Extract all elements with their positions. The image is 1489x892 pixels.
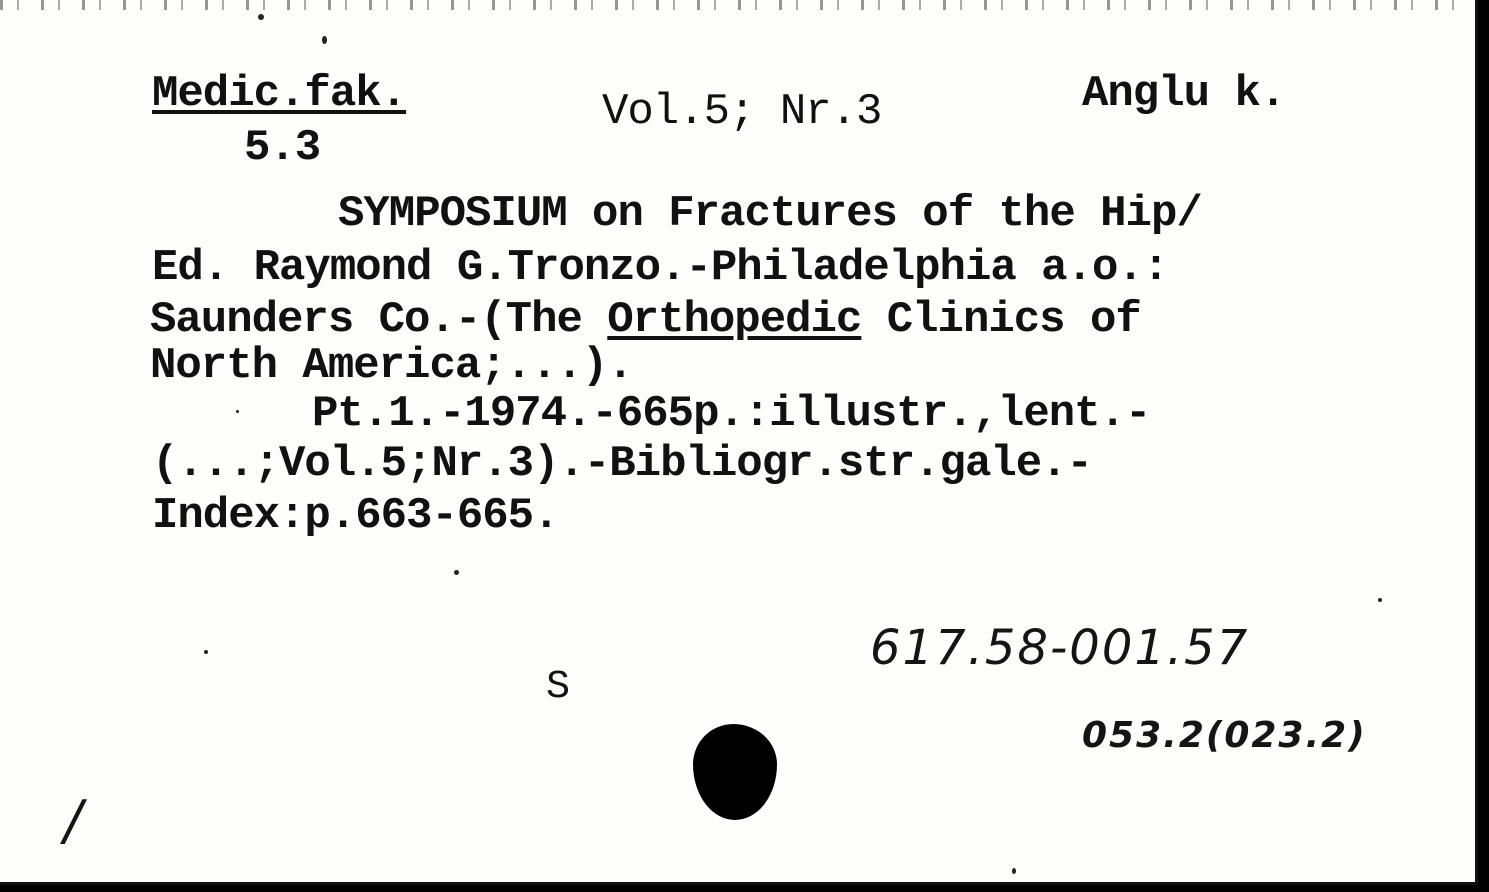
- editor-line: Ed. Raymond G.Tronzo.-Philadelphia a.o.:: [152, 243, 1169, 293]
- language-code: Anglu k.: [1082, 69, 1286, 119]
- speck: [1378, 598, 1382, 602]
- speck: [236, 410, 239, 413]
- shelf-number: 5.3: [244, 123, 321, 173]
- shelf-label: Medic.fak.: [152, 69, 407, 119]
- speck: [454, 570, 459, 575]
- letter-s: S: [546, 665, 570, 710]
- notes-line: (...;Vol.5;Nr.3).-Bibliogr.str.gale.-: [152, 439, 1092, 489]
- margin-mark: /: [64, 789, 85, 852]
- series-underlined: Orthopedic: [607, 295, 862, 345]
- punch-hole: [693, 724, 777, 820]
- speck: [1012, 868, 1016, 874]
- publisher-line: Saunders Co.-(The Orthopedic Clinics of: [150, 295, 1141, 345]
- speck: [258, 14, 264, 20]
- index-line: Index:p.663-665.: [152, 491, 559, 541]
- collation-line: Pt.1.-1974.-665p.:illustr.,lent.-: [312, 389, 1151, 439]
- scan-noise: [0, 0, 1478, 10]
- speck: [322, 36, 327, 44]
- classification-number: 617.58-001.57: [870, 620, 1250, 676]
- title-line: SYMPOSIUM on Fractures of the Hip/: [338, 189, 1202, 239]
- classification-secondary: 053.2(023.2): [1082, 715, 1367, 756]
- series-line: North America;...).: [150, 341, 633, 391]
- speck: [204, 650, 208, 654]
- volume-number: Vol.5; Nr.3: [602, 87, 882, 137]
